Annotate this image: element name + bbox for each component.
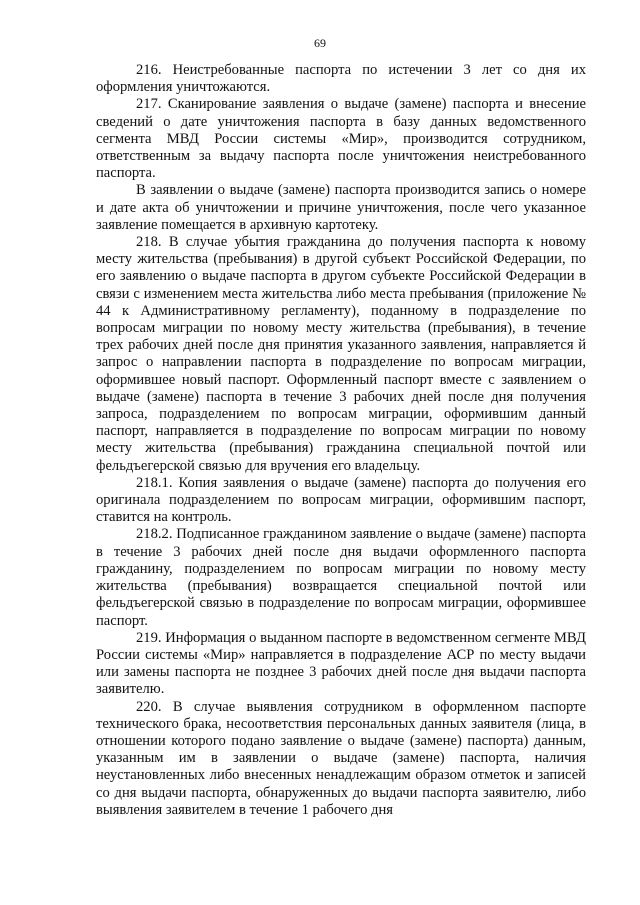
paragraph-216: 216. Неистребованные паспорта по истечении 3 лет со дня их оформления уничтожаются. <box>96 62 586 96</box>
paragraph-218-1: 218.1. Копия заявления о выдаче (замене) паспорта до получения его оригинала подразделением по вопросам миграции, оформившим паспорт, ставится на контроль. <box>96 474 586 526</box>
paragraph-218: 218. В случае убытия гражданина до получения паспорта к новому месту жительства (пребывания) в другой субъект Российской Федерации, по его заявлению о выдаче паспорта в другом субъекте Российской Федерации в связи с изменением места жительства либо места пребывания (приложение № 44 к Административному регламенту), поданному в подразделение по вопросам миграции по новому месту жительства (пребывания), в течение трех рабочих дней после дня принятия указанного заявления, направляется й запрос о направлении паспорта в подразделение по вопросам миграции, оформившее новый паспорт. Оформленный паспорт вместе с заявлением о выдаче (замене) паспорта в течение 3 рабочих дней после дня получения запроса, подразделением по вопросам миграции, оформившим данный паспорт, направляется в подразделение по вопросам миграции по новому месту жительства (пребывания) гражданина специальной почтой или фельдъегерской связью для вручения его владельцу. <box>96 234 586 474</box>
paragraph-220: 220. В случае выявления сотрудником в оформленном паспорте технического брака, несоответствия персональных данных заявителя (лица, в отношении которого подано заявление о выдаче (замене) паспорта) данным, указанным им в заявлении о выдаче (замене) паспорта, наличия неустановленных либо внесенных ненадлежащим образом отметок и записей со дня выдачи паспорта, обнаруженных до выдачи паспорта заявителю, либо выявления заявителем в течение 1 рабочего дня <box>96 698 586 818</box>
paragraph-217-record: В заявлении о выдаче (замене) паспорта производится запись о номере и дате акта об уничтожении и причине уничтожения, после чего указанное заявление помещается в архивную картотеку. <box>96 182 586 233</box>
paragraph-217: 217. Сканирование заявления о выдаче (замене) паспорта и внесение сведений о дате уничтожения паспорта в базу данных ведомственного сегмента МВД России системы «Мир», производится сотрудником, ответственным за выдачу паспорта после уничтожения неистребованного паспорта. <box>96 96 586 182</box>
paragraph-218-2: 218.2. Подписанное гражданином заявление о выдаче (замене) паспорта в течение 3 рабочих дней после дня выдачи оформленного паспорта гражданину, подразделением по вопросам миграции по новому месту жительства (пребывания) возвращается специальной почтой или фельдъегерской связью в подразделение по вопросам миграции, оформившее паспорт. <box>96 526 586 629</box>
paragraph-219: 219. Информация о выданном паспорте в ведомственном сегменте МВД России системы «Мир» направляется в подразделение АСР по месту выдачи или замены паспорта не позднее 3 рабочих дней после дня выдачи паспорта заявителю. <box>96 629 586 698</box>
page-number: 69 <box>314 36 326 50</box>
document-body <box>96 62 586 819</box>
